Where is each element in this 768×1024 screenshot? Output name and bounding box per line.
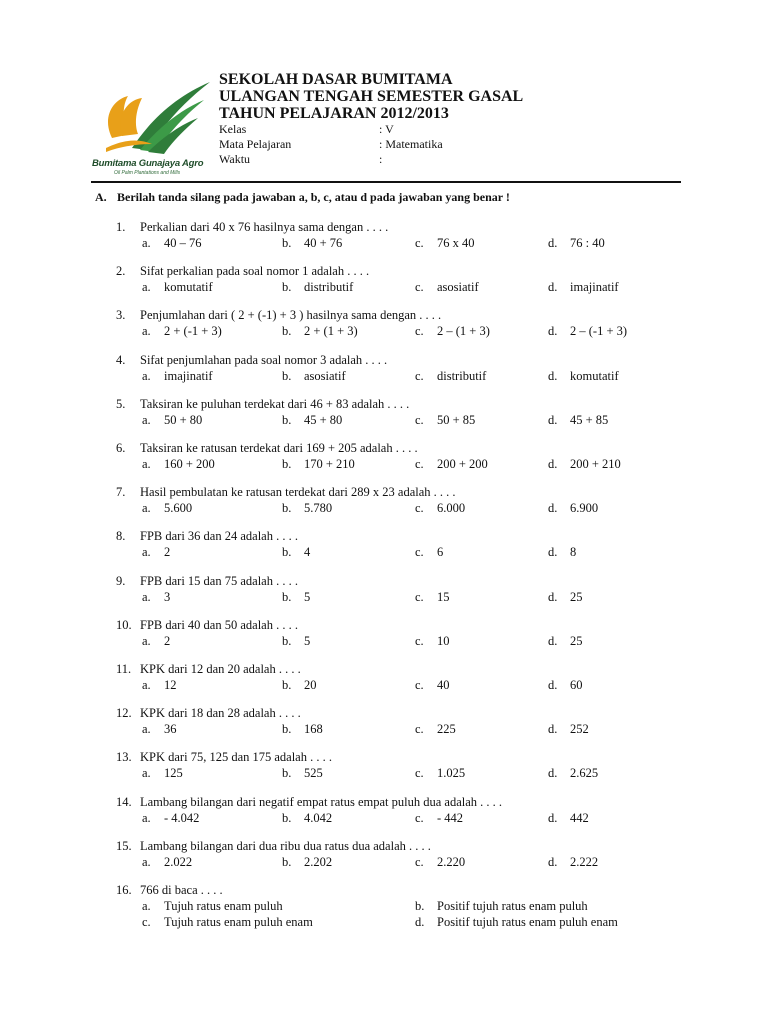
option-letter: a. [142,766,151,781]
option-letter: b. [282,633,292,648]
option-text: 125 [164,766,183,781]
question-number: 12. [116,706,132,721]
answer-option[interactable] [142,500,192,516]
option-text: 25 [570,633,583,648]
option-text: 1.025 [437,766,466,781]
option-letter: a. [142,280,151,295]
option-text: 76 : 40 [570,236,605,250]
option-text: 40 [437,678,450,692]
answer-option[interactable] [282,633,310,649]
option-letter: a. [142,324,151,339]
question-text: FPB dari 40 dan 50 adalah . . . . [140,617,298,632]
option-letter: b. [282,678,292,692]
meta-value: : [379,152,383,166]
option-text: 4 [304,545,311,560]
option-text: 5 [304,589,311,604]
answer-option[interactable] [548,721,589,737]
option-letter: c. [142,915,151,929]
option-text: Tujuh ratus enam puluh enam [164,915,313,929]
answer-option[interactable] [415,721,456,737]
option-text: 45 + 80 [304,412,343,427]
option-text: imajinatif [164,368,213,383]
question-number: 15. [116,838,132,853]
answer-option[interactable] [142,279,213,295]
option-text: 2.202 [304,854,333,869]
option-letter: c. [415,810,424,825]
option-text: asosiatif [437,280,479,295]
option-letter: d. [548,722,558,737]
answer-option[interactable] [142,677,177,693]
school-name: SEKOLAH DASAR BUMITAMA [219,71,453,88]
header-divider [91,181,681,183]
answer-option[interactable] [142,898,283,914]
option-text: 200 + 200 [437,457,488,471]
option-letter: d. [548,810,558,825]
option-text: komutatif [570,368,619,383]
answer-option[interactable] [415,677,450,693]
answer-option[interactable] [142,544,170,560]
answer-option[interactable] [415,854,465,870]
option-letter: b. [282,280,292,295]
answer-option[interactable] [548,633,583,649]
option-text: 6.000 [437,501,466,516]
question-number: 13. [116,750,132,765]
meta-value: : Matematika [379,137,443,151]
option-text: 45 + 85 [570,412,609,427]
answer-option[interactable] [548,279,619,295]
logo-tagline: Oil Palm Plantations and Mills [114,170,181,176]
option-letter: a. [142,236,151,250]
option-letter: a. [142,501,151,516]
option-text: imajinatif [570,280,619,295]
answer-option[interactable] [282,765,323,781]
option-letter: b. [282,766,292,781]
option-letter: c. [415,457,424,471]
answer-option[interactable] [282,500,332,516]
answer-option[interactable] [415,323,490,339]
option-text: 25 [570,589,583,604]
option-text: 200 + 210 [570,457,621,471]
answer-option[interactable] [282,589,310,605]
option-text: 76 x 40 [437,236,475,250]
answer-option[interactable] [548,323,627,339]
question-text: KPK dari 75, 125 dan 175 adalah . . . . [140,750,332,765]
answer-option[interactable] [548,589,583,605]
question-text: Lambang bilangan dari dua ribu dua ratus dua adalah . . . . [140,838,431,853]
question-number: 1. [116,220,126,234]
option-text: 2.222 [570,854,599,869]
option-text: distributif [304,280,354,295]
option-text: 8 [570,545,577,560]
option-text: 442 [570,810,589,825]
option-text: 40 + 76 [304,236,343,250]
option-letter: b. [282,236,292,250]
option-letter: d. [548,412,558,427]
question-number: 7. [116,485,126,500]
answer-option[interactable] [548,544,576,560]
option-text: - 442 [437,810,464,825]
option-text: 2.220 [437,854,466,869]
question-number: 14. [116,794,132,809]
option-letter: c. [415,501,424,516]
leaf-swirl-icon [92,78,216,158]
option-letter: a. [142,545,151,560]
option-letter: a. [142,412,151,427]
option-letter: d. [548,766,558,781]
option-text: 2 – (1 + 3) [437,324,490,339]
answer-option[interactable] [415,765,465,781]
option-text: asosiatif [304,368,346,383]
option-text: 20 [304,678,317,692]
option-text: 168 [304,722,323,737]
option-letter: d. [548,324,558,339]
answer-option[interactable] [282,368,346,384]
question-number: 6. [116,441,126,455]
option-text: distributif [437,368,487,383]
question-text: KPK dari 18 dan 28 adalah . . . . [140,706,301,721]
instruction-text: Berilah tanda silang pada jawaban a, b, c, atau d pada jawaban yang benar ! [117,190,510,204]
option-letter: b. [282,457,292,471]
answer-option[interactable] [548,412,608,428]
answer-option[interactable] [548,765,598,781]
answer-option[interactable] [142,323,222,339]
option-letter: d. [415,915,425,929]
answer-option[interactable] [415,898,588,914]
answer-option[interactable] [548,810,589,826]
option-letter: b. [282,722,292,737]
option-letter: d. [548,545,558,560]
option-letter: a. [142,854,151,869]
option-letter: c. [415,678,424,692]
option-text: 40 – 76 [164,236,202,250]
option-text: 2.022 [164,854,193,869]
option-letter: b. [282,854,292,869]
option-letter: a. [142,899,151,913]
option-letter: d. [548,368,558,383]
question-text: 766 di baca . . . . [140,883,223,897]
option-letter: b. [282,368,292,383]
question-text: Taksiran ke ratusan terdekat dari 169 + 205 adalah . . . . [140,441,418,455]
option-letter: b. [282,501,292,516]
answer-option[interactable] [282,854,332,870]
question-text: Hasil pembulatan ke ratusan terdekat dari 289 x 23 adalah . . . . [140,485,456,500]
answer-option[interactable] [548,456,621,472]
answer-option[interactable] [282,544,310,560]
option-text: 3 [164,589,171,604]
answer-option[interactable] [142,589,170,605]
option-letter: a. [142,589,151,604]
answer-option[interactable] [282,279,353,295]
answer-option[interactable] [142,765,183,781]
company-logo [92,78,216,178]
section-letter: A. [95,190,107,204]
answer-option[interactable] [142,810,199,826]
answer-option[interactable] [282,810,332,826]
option-letter: c. [415,633,424,648]
option-letter: a. [142,678,151,692]
answer-option[interactable] [415,914,618,930]
answer-option[interactable] [415,589,450,605]
meta-row-subject [219,137,523,152]
answer-option[interactable] [415,456,488,472]
answer-option[interactable] [415,500,465,516]
option-text: 2 [164,545,171,560]
option-letter: c. [415,324,424,339]
exam-title: ULANGAN TENGAH SEMESTER GASAL [219,88,524,105]
option-text: - 4.042 [164,810,200,825]
option-letter: b. [282,589,292,604]
option-text: 60 [570,678,583,692]
answer-option[interactable] [142,456,215,472]
option-text: 5.780 [304,501,333,516]
option-text: 15 [437,589,450,604]
option-text: 2 + (-1 + 3) [164,324,222,339]
answer-option[interactable] [415,544,443,560]
option-letter: c. [415,589,424,604]
option-text: 2 – (-1 + 3) [570,324,628,339]
answer-option[interactable] [415,810,463,826]
question-text: Taksiran ke puluhan terdekat dari 46 + 83 adalah . . . . [140,396,410,411]
option-text: Positif tujuh ratus enam puluh enam [437,915,618,929]
answer-option[interactable] [282,721,323,737]
question-text: FPB dari 15 dan 75 adalah . . . . [140,573,298,588]
meta-value: : V [379,122,394,136]
option-letter: a. [142,457,151,471]
option-text: 6.900 [570,501,599,516]
option-text: 225 [437,722,456,737]
option-text: 6 [437,545,444,560]
option-text: 50 + 80 [164,412,203,427]
question-number: 9. [116,573,126,588]
option-letter: b. [415,899,425,913]
answer-option[interactable] [142,914,313,930]
answer-option[interactable] [415,633,450,649]
section-instruction [95,190,510,205]
option-text: Positif tujuh ratus enam puluh [437,899,588,913]
option-letter: d. [548,589,558,604]
option-letter: b. [282,412,292,427]
academic-year: TAHUN PELAJARAN 2012/2013 [219,105,449,122]
answer-option[interactable] [415,368,486,384]
option-text: 50 + 85 [437,412,476,427]
answer-option[interactable] [415,235,475,251]
answer-option[interactable] [142,412,202,428]
option-text: 2.625 [570,766,599,781]
logo-company-name: Bumitama Gunajaya Agro [92,158,204,169]
question-number: 16. [116,883,132,897]
question-number: 5. [116,396,126,411]
option-letter: a. [142,633,151,648]
meta-row-class [219,122,523,137]
option-letter: b. [282,810,292,825]
option-text: 10 [437,633,450,648]
question-text: Perkalian dari 40 x 76 hasilnya sama dengan . . . . [140,220,389,234]
option-text: 170 + 210 [304,457,355,471]
option-text: 5.600 [164,501,193,516]
meta-label: Kelas [219,122,247,136]
answer-option[interactable] [548,235,605,251]
answer-option[interactable] [548,500,598,516]
answer-option[interactable] [282,235,342,251]
answer-option[interactable] [415,412,475,428]
option-text: komutatif [164,280,213,295]
option-letter: c. [415,236,424,250]
option-letter: c. [415,412,424,427]
answer-option[interactable] [282,412,342,428]
option-letter: d. [548,280,558,295]
answer-option[interactable] [282,323,358,339]
option-letter: a. [142,810,151,825]
question-number: 2. [116,264,126,279]
answer-option[interactable] [415,279,479,295]
answer-option[interactable] [548,677,583,693]
meta-label: Mata Pelajaran [219,137,292,151]
meta-row-time [219,152,523,167]
option-text: 36 [164,722,177,737]
question-text: Penjumlahan dari ( 2 + (-1) + 3 ) hasilnya sama dengan . . . . [140,308,442,323]
question-text: KPK dari 12 dan 20 adalah . . . . [140,662,301,676]
option-letter: d. [548,678,558,692]
answer-option[interactable] [282,456,355,472]
question-number: 3. [116,308,126,323]
option-letter: c. [415,368,424,383]
question-text: FPB dari 36 dan 24 adalah . . . . [140,529,298,544]
answer-option[interactable] [282,677,317,693]
answer-option[interactable] [548,368,619,384]
option-letter: c. [415,545,424,560]
option-text: 12 [164,678,177,692]
answer-option[interactable] [142,721,177,737]
meta-label: Waktu [219,152,251,166]
question-number: 11. [116,662,132,676]
option-text: 160 + 200 [164,457,215,471]
option-text: 5 [304,633,311,648]
option-letter: d. [548,854,558,869]
option-letter: c. [415,766,424,781]
question-text: Lambang bilangan dari negatif empat ratus empat puluh dua adalah . . . . [140,794,503,809]
option-text: 2 + (1 + 3) [304,324,358,339]
answer-option[interactable] [142,368,213,384]
option-text: 252 [570,722,589,737]
option-letter: b. [282,324,292,339]
option-text: 525 [304,766,323,781]
question-number: 4. [116,352,126,367]
answer-option[interactable] [142,854,192,870]
answer-option[interactable] [548,854,598,870]
question-text: Sifat perkalian pada soal nomor 1 adalah . . . . [140,264,370,279]
option-letter: a. [142,722,151,737]
option-letter: d. [548,236,558,250]
answer-option[interactable] [142,235,202,251]
document-header [219,71,523,167]
question-number: 10. [116,617,132,632]
option-letter: c. [415,854,424,869]
answer-option[interactable] [142,633,170,649]
question-number: 8. [116,529,126,544]
option-letter: d. [548,501,558,516]
option-text: Tujuh ratus enam puluh [164,899,283,913]
option-letter: d. [548,633,558,648]
option-letter: d. [548,457,558,471]
option-letter: a. [142,368,151,383]
option-letter: b. [282,545,292,560]
question-text: Sifat penjumlahan pada soal nomor 3 adalah . . . . [140,352,388,367]
option-letter: c. [415,722,424,737]
option-text: 4.042 [304,810,333,825]
option-text: 2 [164,633,171,648]
option-letter: c. [415,280,424,295]
